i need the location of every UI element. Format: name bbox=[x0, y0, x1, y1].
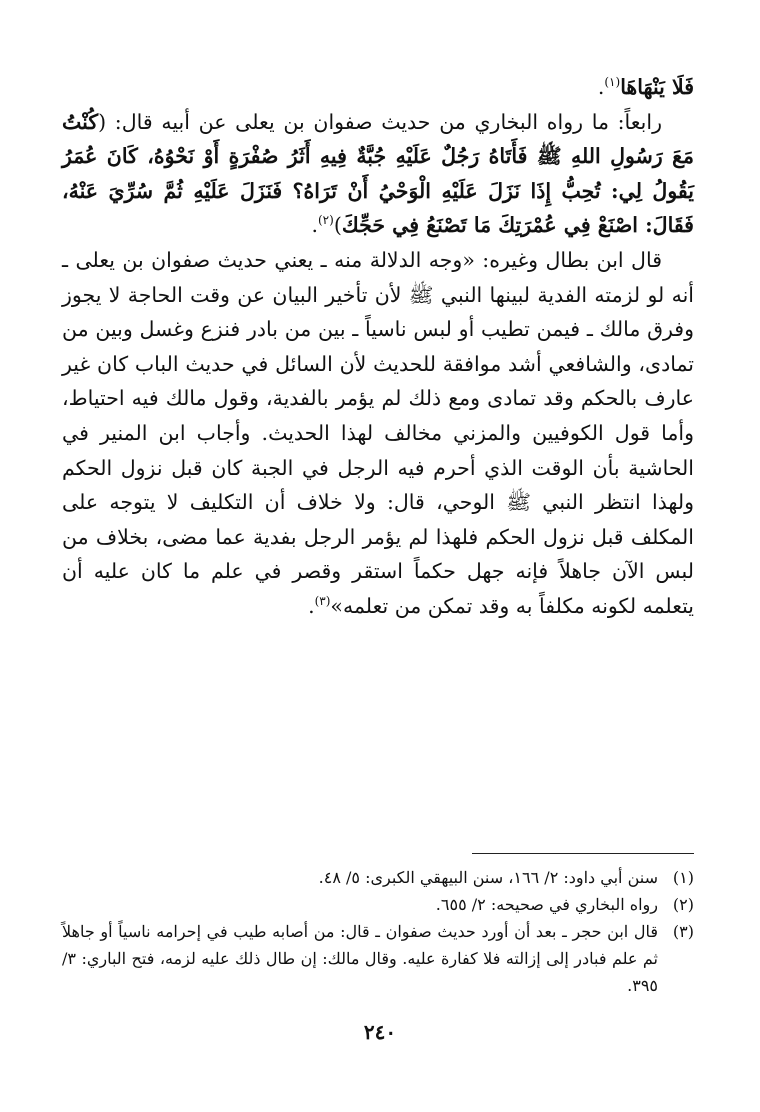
paragraph-fourth-point bbox=[62, 105, 694, 243]
paragraph-ibn-battal-quote bbox=[62, 243, 694, 624]
main-text-body bbox=[62, 70, 694, 624]
quote-text: قال ابن بطال وغيره: «وجه الدلالة منه ـ يعني حديث صفوان بن يعلى ـ أنه لو لزمته الفدية لبينها النبي ﷺ لأن تأخير البيان عن وقت الحاجة لا يجوز وفرق مالك ـ فيمن تطيب أو لبس ناسياً ـ بين من بادر فنزع وغسل وبين من تمادى، والشافعي أشد موافقة للحديث لأن السائل في حديث الباب كان غير عارف بالحكم وقد تمادى ومع ذلك لم يؤمر بالفدية، وقول مالك فيه احتياط، وأما قول الكوفيين والمزني مخالف لهذا الحديث. وأجاب ابن المنير في الحاشية بأن الوقت الذي أحرم فيه الرجل في الجبة كان قبل نزول الحكم ولهذا انتظر النبي ﷺ الوحي، قال: ولا خلاف أن التكليف لا يتوجه على المكلف قبل نزول الحكم فلهذا لم يؤمر الرجل بفدية عما مضى، بخلاف من لبس الآن جاهلاً فإنه جهل حكماً استقر وقصر في علم ما كان عليه أن يتعلمه لكونه مكلفاً به وقد تمكن من تعلمه» bbox=[62, 247, 694, 618]
footnote-3 bbox=[62, 918, 694, 999]
hadith-text: كُنْتُ مَعَ رَسُولِ اللهِ ﷺ فَأَتَاهُ رَجُلٌ عَلَيْهِ جُبَّةٌ فِيهِ أَثَرُ صُفْرَةٍ أَوْ نَحْوُهُ، كَانَ عُمَرُ يَقُولُ لِي: تُحِبُّ إِذَا نَزَلَ عَلَيْهِ الْوَحْيُ أَنْ تَرَاهُ؟ فَنَزَلَ عَلَيْهِ ثُمَّ سُرِّيَ عَنْهُ، فَقَالَ: اصْنَعْ فِي عُمْرَتِكَ مَا تَصْنَعُ فِي حَجِّكَ bbox=[62, 109, 694, 238]
hadith-fragment: فَلَا يَنْهَاهَا bbox=[620, 75, 694, 99]
period: . bbox=[597, 75, 605, 99]
closing-parenthesis: ) bbox=[333, 213, 342, 238]
footnote-reference-1[interactable]: (١) bbox=[604, 75, 621, 90]
footnote-text: رواه البخاري في صحيحه: ٢/ ٦٥٥. bbox=[435, 895, 658, 914]
paragraph-lead-text: رابعاً: ما رواه البخاري من حديث صفوان بن يعلى عن أبيه قال: ( bbox=[98, 109, 662, 134]
footnote-number: (٣) bbox=[672, 922, 694, 941]
paragraph-continuation bbox=[62, 70, 694, 105]
footnote-reference-3[interactable]: (٣) bbox=[314, 594, 331, 609]
period: . bbox=[311, 213, 318, 238]
footnote-1 bbox=[62, 864, 694, 891]
period: . bbox=[308, 593, 315, 618]
footnote-text: قال ابن حجر ـ بعد أن أورد حديث صفوان ـ قال: من أصابه طيب في إحرامه ناسياً أو جاهلاً ثم علم فبادر إلى إزالته فلا كفارة عليه. وقال مالك: إن طال ذلك عليه لزمه، فتح الباري: ٣/ ٣٩٥. bbox=[62, 922, 658, 995]
footnotes-section bbox=[62, 864, 694, 999]
footnote-text: سنن أبي داود: ٢/ ١٦٦، سنن البيهقي الكبرى: ٥/ ٤٨. bbox=[318, 868, 658, 887]
footnote-divider bbox=[472, 853, 694, 854]
footnote-number: (١) bbox=[672, 868, 694, 887]
footnote-2 bbox=[62, 891, 694, 918]
page-number: ٢٤٠ bbox=[363, 1020, 397, 1044]
footnote-reference-2[interactable]: (٢) bbox=[317, 213, 334, 228]
footnote-number: (٢) bbox=[672, 895, 694, 914]
